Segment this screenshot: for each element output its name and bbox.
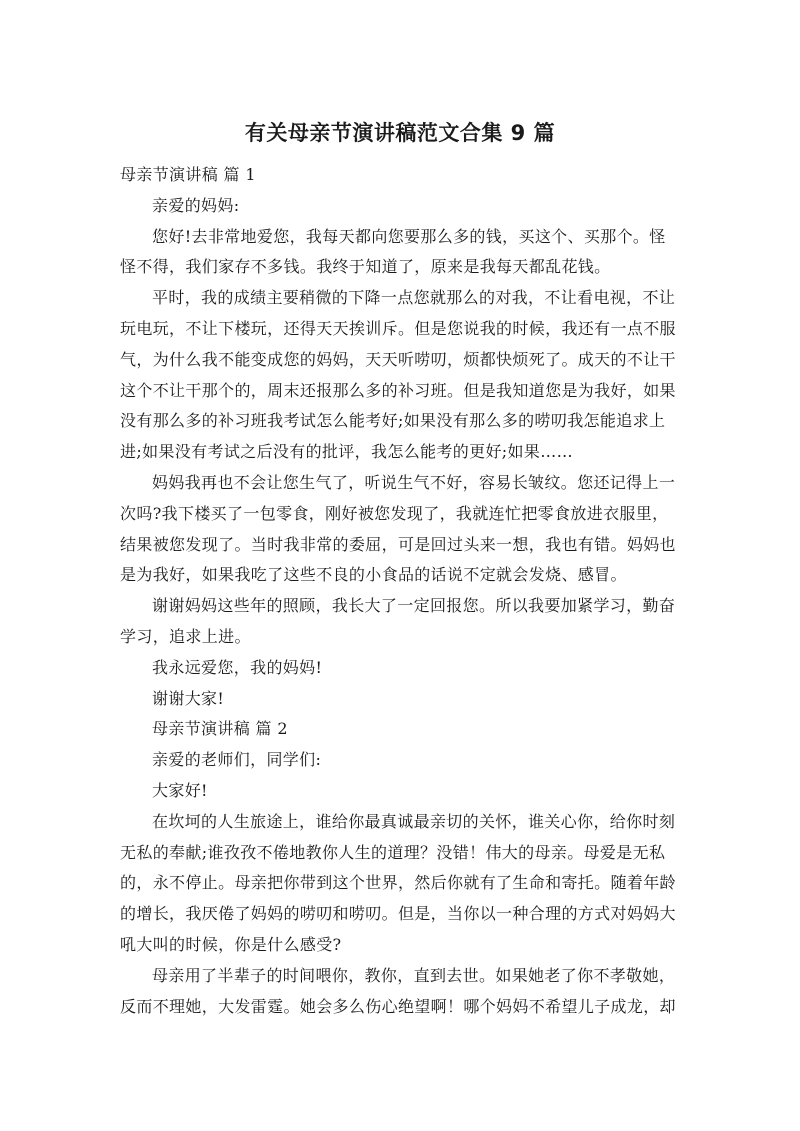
document-body	[120, 160, 680, 1022]
section-heading: 母亲节演讲稿 篇 1	[120, 165, 256, 184]
salutation: 亲爱的老师们，同学们:	[152, 750, 322, 770]
body-paragraph: 谢谢妈妈这些年的照顾，我长大了一定回报您。所以我要加紧学习，勤奋学习，追求上进。	[120, 596, 676, 646]
document-title: 有关母亲节演讲稿范文合集 9 篇	[244, 121, 556, 145]
salutation: 亲爱的妈妈:	[152, 195, 240, 215]
section-heading: 母亲节演讲稿 篇 2	[152, 719, 288, 739]
body-paragraph: 您好!去非常地爱您，我每天都向您要那么多的钱，买这个、买那个。怪怪不得，我们家存不多钱。我终于知道了，原来是我每天都乱花钱。	[120, 226, 666, 277]
closing-line: 谢谢大家!	[152, 688, 225, 708]
body-paragraph: 平时，我的成绩主要稍微的下降一点您就那么的对我，不让看电视，不让玩电玩，不让下楼玩，还得天天挨训斥。但是您说我的时候，我还有一点不服气，为什么我不能变成您的妈妈，天天听唠叨，烦都快烦死了。成天的不让干这个不让干那个的，周末还报那么多的补习班。但是我知道您是为我好，如果没有那么多的补习班我考试怎么能考好;如果没有那么多的唠叨我怎能追求上进;如果没有考试之后没有的批评，我怎么能考的更好;如果……	[120, 288, 676, 462]
body-paragraph: 我永远爱您，我的妈妈!	[152, 657, 323, 677]
body-paragraph: 妈妈我再也不会让您生气了，听说生气不好，容易长皱纹。您还记得上一次吗?我下楼买了一包零食，刚好被您发现了，我就连忙把零食放进衣服里，结果被您发现了。当时我非常的委屈，可是回过头来一想，我也有错。妈妈也是为我好，如果我吃了这些不良的小食品的话说不定就会发烧、感冒。	[120, 472, 676, 585]
greeting-line: 大家好!	[152, 780, 208, 800]
body-paragraph: 在坎坷的人生旅途上，谁给你最真诚最亲切的关怀，谁关心你，给你时刻无私的奉献;谁孜孜不倦地教你人生的道理？没错！伟大的母亲。母爱是无私的，永不停止。母亲把你带到这个世界，然后你就有了生命和寄托。随着年龄的增长，我厌倦了妈妈的唠叨和唠叨。但是，当你以一种合理的方式对妈妈大吼大叫的时候，你是什么感受?	[120, 811, 676, 954]
body-paragraph: 母亲用了半辈子的时间喂你，教你，直到去世。如果她老了你不孝敬她，反而不理她，大发雷霆。她会多么伤心绝望啊！哪个妈妈不希望儿子成龙，却	[120, 965, 676, 1016]
